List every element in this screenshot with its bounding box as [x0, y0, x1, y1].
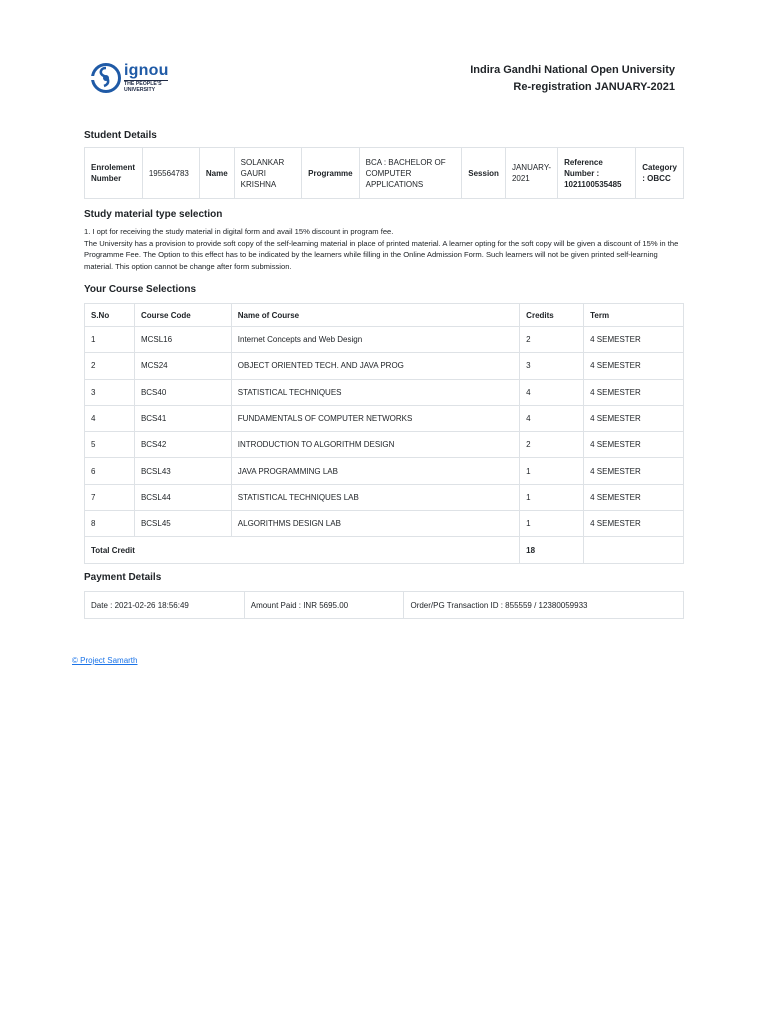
cell-credits: 4 [520, 405, 584, 431]
logo-wordmark: ignou [124, 62, 169, 80]
study-material-heading: Study material type selection [84, 209, 223, 220]
cell-credits: 2 [520, 327, 584, 353]
table-row [85, 353, 684, 379]
table-row [85, 432, 684, 458]
cell-course-name: FUNDAMENTALS OF COMPUTER NETWORKS [231, 405, 519, 431]
name-label: Name [199, 148, 234, 199]
reference-cell [558, 148, 636, 199]
name-value: SOLANKAR GAURI KRISHNA [234, 148, 301, 199]
student-details-heading: Student Details [84, 130, 157, 141]
cell-course-name: OBJECT ORIENTED TECH. AND JAVA PROG [231, 353, 519, 379]
cell-course-name: Internet Concepts and Web Design [231, 327, 519, 353]
table-row [85, 405, 684, 431]
cell-term: 4 SEMESTER [584, 432, 684, 458]
payment-transaction-id: Order/PG Transaction ID : 855559 / 12380059933 [404, 592, 684, 619]
programme-label: Programme [302, 148, 359, 199]
payment-amount: Amount Paid : INR 5695.00 [244, 592, 404, 619]
cell-course-name: STATISTICAL TECHNIQUES LAB [231, 484, 519, 510]
course-table-header [85, 304, 684, 327]
cell-credits: 3 [520, 353, 584, 379]
registration-title: Re-registration JANUARY-2021 [513, 81, 675, 93]
cell-credits: 1 [520, 484, 584, 510]
cell-credits: 1 [520, 458, 584, 484]
cell-course-code: BCSL43 [134, 458, 231, 484]
cell-course-name: INTRODUCTION TO ALGORITHM DESIGN [231, 432, 519, 458]
cell-course-name: STATISTICAL TECHNIQUES [231, 379, 519, 405]
cell-sno: 2 [85, 353, 135, 379]
payment-row [85, 592, 684, 619]
cell-course-code: BCS42 [134, 432, 231, 458]
cell-course-name: ALGORITHMS DESIGN LAB [231, 511, 519, 537]
cell-course-name: JAVA PROGRAMMING LAB [231, 458, 519, 484]
reference-value: 1021100535485 [564, 179, 622, 189]
col-term: Term [584, 304, 684, 327]
project-samarth-link[interactable]: © Project Samarth [72, 656, 138, 665]
category-label: Category : OBCC [636, 148, 684, 199]
ignou-logo [90, 60, 180, 96]
col-course-name: Name of Course [231, 304, 519, 327]
cell-credits: 1 [520, 511, 584, 537]
logo-tagline-2: UNIVERSITY [124, 86, 156, 93]
reference-label: Reference Number : [564, 157, 603, 178]
study-option-line: 1. I opt for receiving the study material in digital form and avail 15% discount in program fee. [84, 227, 394, 236]
ignou-emblem-icon [90, 62, 122, 94]
logo-tagline: THE PEOPLE'S [124, 80, 168, 87]
session-value: JANUARY-2021 [505, 148, 557, 199]
programme-value: BCA : BACHELOR OF COMPUTER APPLICATIONS [359, 148, 462, 199]
student-details-table [84, 147, 684, 199]
cell-course-code: BCSL45 [134, 511, 231, 537]
table-row [85, 458, 684, 484]
cell-sno: 4 [85, 405, 135, 431]
university-name: Indira Gandhi National Open University [470, 64, 675, 76]
cell-term: 4 SEMESTER [584, 405, 684, 431]
col-course-code: Course Code [134, 304, 231, 327]
study-material-text [84, 226, 684, 273]
payment-details-heading: Payment Details [84, 572, 162, 583]
payment-details-table [84, 591, 684, 619]
total-credit-row [85, 537, 684, 563]
cell-sno: 3 [85, 379, 135, 405]
cell-credits: 2 [520, 432, 584, 458]
enrolment-label: Enrolement Number [85, 148, 143, 199]
cell-course-code: MCSL16 [134, 327, 231, 353]
university-title-block [470, 62, 675, 96]
cell-term: 4 SEMESTER [584, 379, 684, 405]
cell-sno: 5 [85, 432, 135, 458]
total-credit-empty [584, 537, 684, 563]
cell-course-code: BCS41 [134, 405, 231, 431]
cell-course-code: BCS40 [134, 379, 231, 405]
cell-sno: 7 [85, 484, 135, 510]
cell-course-code: BCSL44 [134, 484, 231, 510]
cell-term: 4 SEMESTER [584, 353, 684, 379]
cell-sno: 6 [85, 458, 135, 484]
enrolment-value: 195564783 [142, 148, 199, 199]
student-details-row [85, 148, 684, 199]
cell-term: 4 SEMESTER [584, 511, 684, 537]
cell-sno: 1 [85, 327, 135, 353]
table-row [85, 484, 684, 510]
cell-term: 4 SEMESTER [584, 327, 684, 353]
cell-term: 4 SEMESTER [584, 458, 684, 484]
col-credits: Credits [520, 304, 584, 327]
cell-credits: 4 [520, 379, 584, 405]
table-row [85, 379, 684, 405]
table-row [85, 327, 684, 353]
study-provision-text: The University has a provision to provide soft copy of the self-learning material in place of printed material. A learner opting for the soft copy will be given a discount of 15% in the Programme Fee. The Option to this effect has to be indicated by the learners while filling in the Online Admission Form. Such learners will not be given printed self-learning material. This option cannot be change after form submission. [84, 238, 679, 272]
course-selections-heading: Your Course Selections [84, 284, 197, 295]
page-header [84, 56, 684, 100]
total-credit-label: Total Credit [85, 537, 520, 563]
payment-date: Date : 2021-02-26 18:56:49 [85, 592, 245, 619]
total-credit-value: 18 [520, 537, 584, 563]
session-label: Session [462, 148, 506, 199]
table-row [85, 511, 684, 537]
cell-course-code: MCS24 [134, 353, 231, 379]
course-table [84, 303, 684, 564]
cell-sno: 8 [85, 511, 135, 537]
cell-term: 4 SEMESTER [584, 484, 684, 510]
col-sno: S.No [85, 304, 135, 327]
